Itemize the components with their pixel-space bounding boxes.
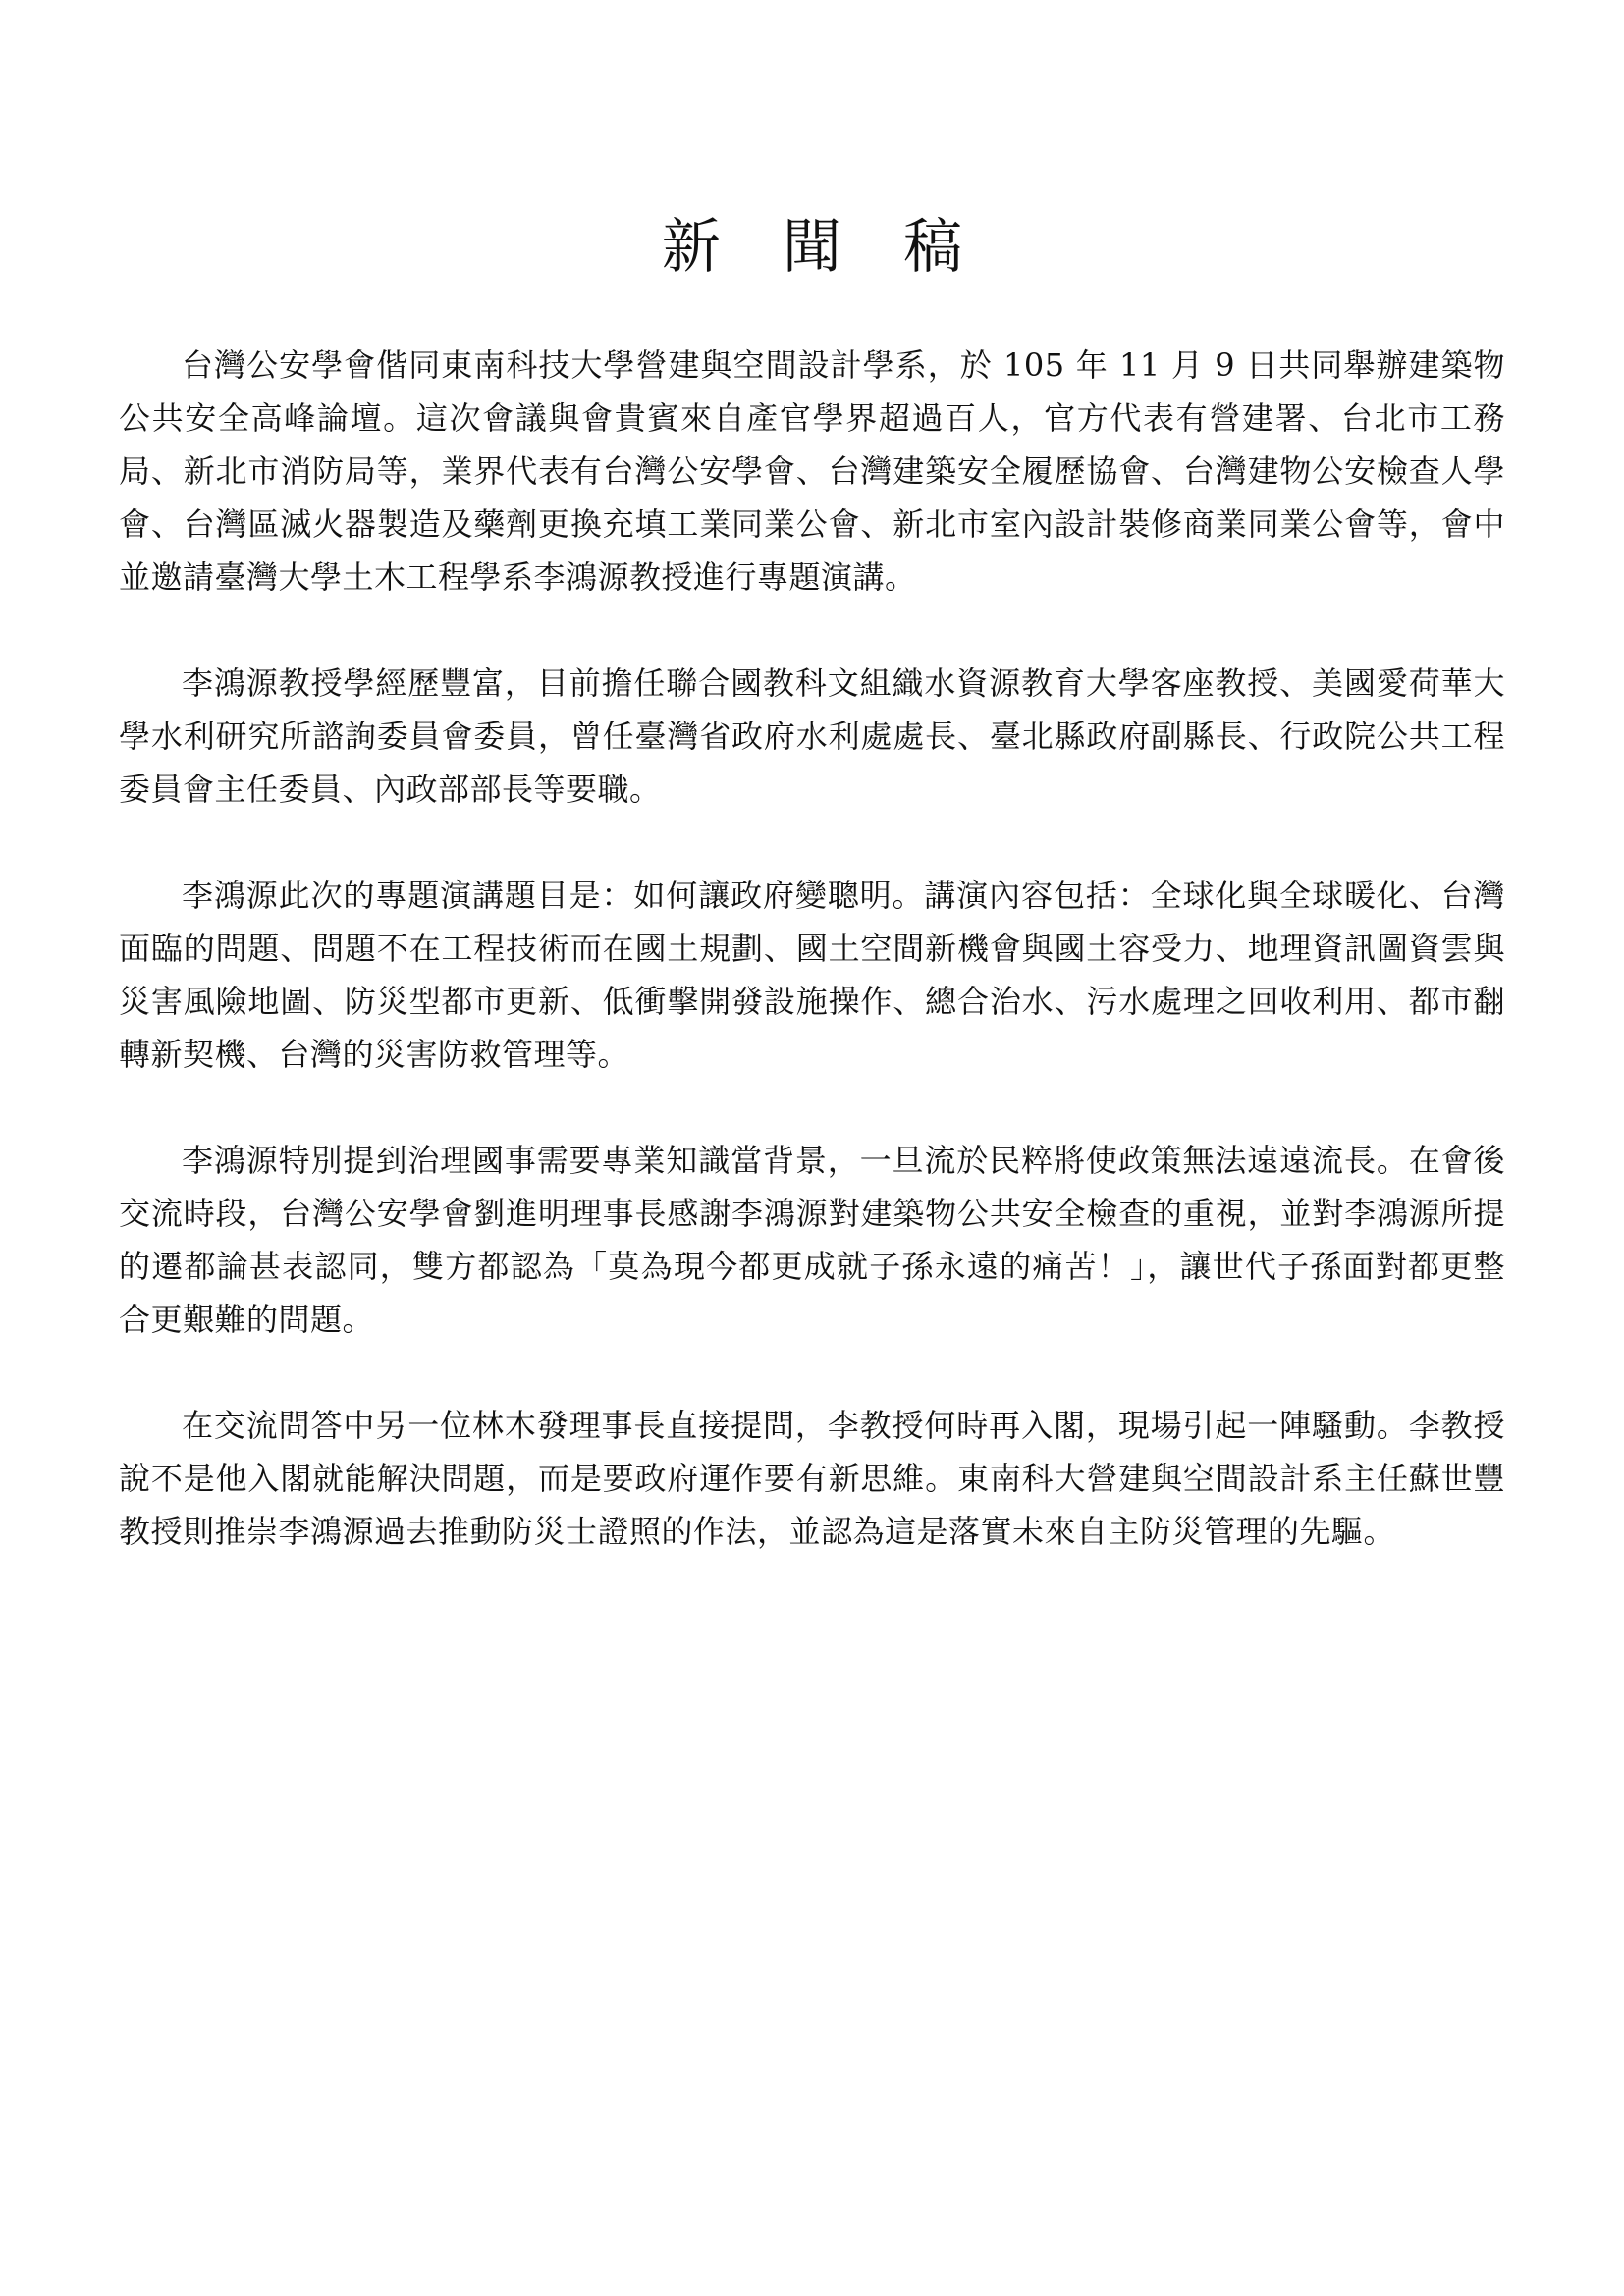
paragraph-5: 在交流問答中另一位林木發理事長直接提問，李教授何時再入閣，現場引起一陣騷動。李教授說不是他入閣就能解決問題，而是要政府運作要有新思維。東南科大營建與空間設計系主任蘇世豐教授則推崇李鴻源過去推動防災士證照的作法，並認為這是落實未來自主防災管理的先驅。 (119, 1407, 1505, 1550)
paragraph-4: 李鴻源特別提到治理國事需要專業知識當背景，一旦流於民粹將使政策無法遠遠流長。在會後交流時段，台灣公安學會劉進明理事長感謝李鴻源對建築物公共安全檢查的重視，並對李鴻源所提的遷都論甚表認同，雙方都認為「莫為現今都更成就子孫永遠的痛苦！」，讓世代子孫面對都更整合更艱難的問題。 (119, 1142, 1505, 1338)
paragraph-3: 李鴻源此次的專題演講題目是：如何讓政府變聰明。講演內容包括：全球化與全球暖化、台灣面臨的問題、問題不在工程技術而在國土規劃、國土空間新機會與國土容受力、地理資訊圖資雲與災害風險地圖、防災型都市更新、低衝擊開發設施操作、總合治水、污水處理之回收利用、都市翻轉新契機、台灣的災害防救管理等。 (119, 877, 1505, 1073)
paragraph-2: 李鴻源教授學經歷豐富，目前擔任聯合國教科文組織水資源教育大學客座教授、美國愛荷華大學水利研究所諮詢委員會委員，曾任臺灣省政府水利處處長、臺北縣政府副縣長、行政院公共工程委員會主任委員、內政部部長等要職。 (119, 665, 1505, 808)
document-body (119, 339, 1505, 1611)
page-title: 新 聞 稿 (661, 213, 985, 282)
paragraph-1: 台灣公安學會偕同東南科技大學營建與空間設計學系，於 105 年 11 月 9 日共同舉辦建築物公共安全高峰論壇。這次會議與會貴賓來自產官學界超過百人，官方代表有營建署、台北市工務局、新北市消防局等，業界代表有台灣公安學會、台灣建築安全履歷協會、台灣建物公安檢查人學會、台灣區滅火器製造及藥劑更換充填工業同業公會、新北市室內設計裝修商業同業公會等，會中並邀請臺灣大學土木工程學系李鴻源教授進行專題演講。 (119, 347, 1505, 596)
